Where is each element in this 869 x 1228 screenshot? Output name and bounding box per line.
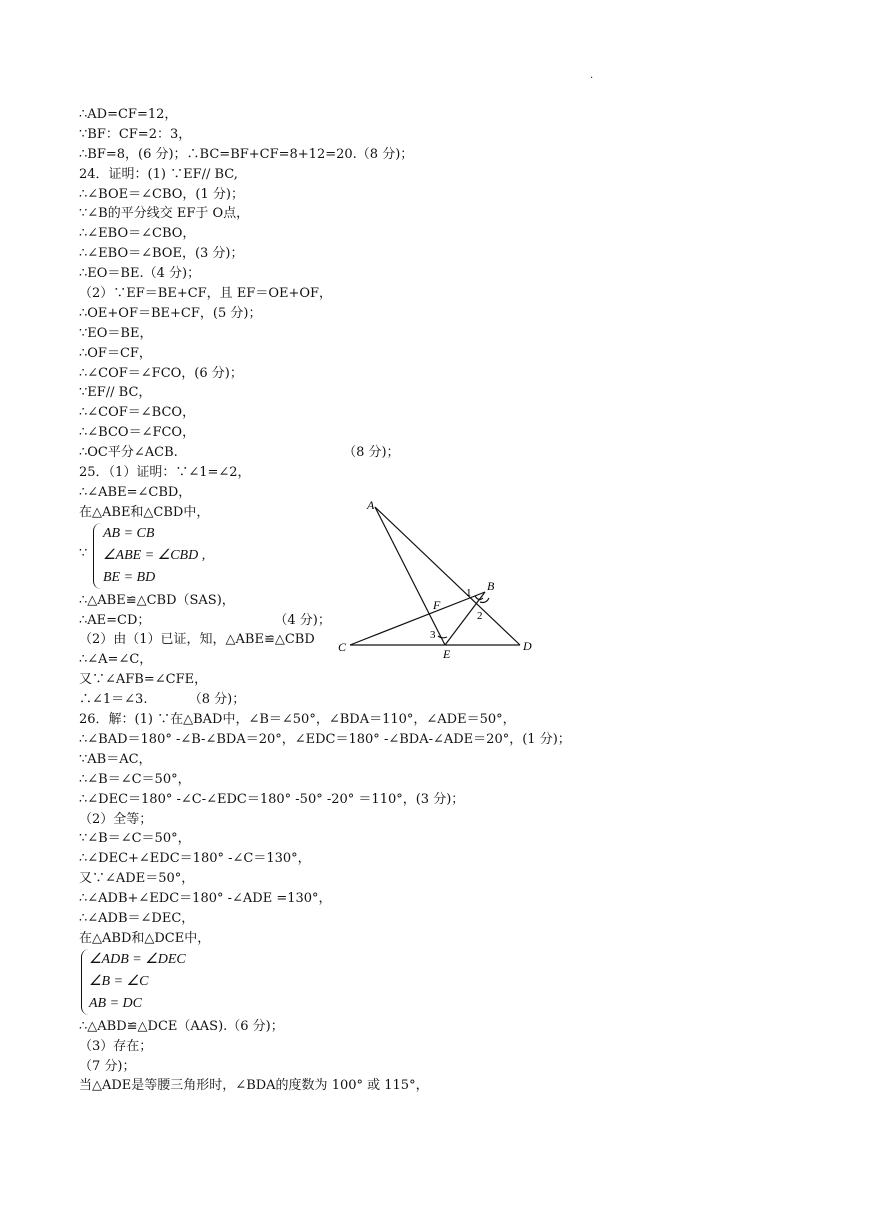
text-line: ∴∠A=∠C， (79, 652, 153, 668)
text-line: 24．证明：(1) ∵EF// BC, (79, 166, 238, 182)
segment-AD (375, 507, 520, 645)
left-brace (93, 523, 102, 589)
header-dot: . (590, 70, 594, 81)
system-row: AB = DC (89, 995, 142, 1011)
text-line: ∴∠1＝∠3. （8 分)； (79, 692, 246, 708)
label-B: B (487, 579, 495, 593)
text-line: 25．（1）证明：∵∠1=∠2， (79, 465, 251, 481)
system-row: ∠ADB = ∠DEC (89, 951, 186, 967)
text-line: ∵∠B的平分线交 EF于 O点， (79, 206, 250, 222)
text-line: （2）由（1）已证，知，△ABE≌△CBD (79, 632, 315, 648)
text-line: 在△ABD和△DCE中， (79, 930, 211, 946)
text-line: ∵EF// BC， (79, 385, 152, 401)
text-line: ∵AB＝AC， (79, 751, 152, 767)
text-line: ∵BF：CF=2：3， (79, 126, 192, 142)
text-line: ∴∠ADB＝∠DEC， (79, 910, 195, 926)
label-F: F (433, 598, 441, 612)
text-line: ∴OE+OF＝BE+CF，(5 分)； (79, 305, 262, 321)
segment-AE (375, 507, 445, 645)
angle-label-2: 2 (477, 610, 483, 622)
text-line: ∴OF＝CF， (79, 345, 152, 361)
text-line: ∴AD=CF=12， (79, 107, 178, 122)
text-line: ∴∠BCO＝∠FCO， (79, 425, 196, 441)
text-line: ∴∠ABE=∠CBD， (79, 484, 192, 500)
text-line: （2）∵EF＝BE+CF，且 EF＝OE+OF， (79, 286, 333, 302)
equation-system-2 (79, 949, 839, 1017)
text-line: ∴∠ADB+∠EDC＝180° -∠ADE =130°， (79, 891, 332, 907)
text-line: ∴∠DEC＝180° -∠C-∠EDC＝180° -50° -20° ＝110°，(3 分)； (79, 791, 465, 807)
text-line: ∴∠B＝∠C＝50°， (79, 771, 191, 787)
text-line: （3）存在； (79, 1038, 153, 1054)
label-D: D (523, 639, 532, 653)
text-line: ∴∠BAD＝180° -∠B-∠BDA＝20°，∠EDC＝180° -∠BDA-∠ADE＝20°，(1 分)； (79, 731, 571, 747)
angle-3-arc (438, 636, 447, 638)
angle-label-1: 1 (466, 587, 472, 599)
geometry-figure (330, 495, 540, 665)
angle-label-3: 3 (430, 629, 436, 641)
solution-part-1 (79, 105, 839, 523)
text-line: 26．解：(1) ∵在△BAD中，∠B＝∠50°，∠BDA＝110°，∠ADE＝50°， (79, 712, 516, 728)
label-C: C (338, 640, 347, 654)
text-line: ∴∠DEC+∠EDC＝180° -∠C＝130°， (79, 851, 311, 867)
text-line: 在△ABE和△CBD中， (79, 504, 210, 520)
text-line: ∴EO＝BE.（4 分)； (79, 266, 201, 282)
text-line: ∴△ABE≌△CBD（SAS)， (79, 592, 235, 608)
system-row: ∠ABE = ∠CBD , (103, 547, 206, 563)
text-line: 又∵∠ADE＝50°， (79, 871, 195, 887)
text-line: （2）全等； (79, 811, 153, 827)
text-line: ∵EO＝BE， (79, 325, 153, 341)
system-row: BE = BD (103, 569, 156, 585)
text-line: ∴∠EBO＝∠CBO， (79, 226, 196, 242)
text-line: ∴∠EBO＝∠BOE，(3 分)； (79, 246, 244, 262)
text-line: ∴AE=CD； （4 分)； (79, 612, 331, 628)
text-line: 又∵∠AFB=∠CFE， (79, 672, 208, 688)
text-line: ∴∠COF＝∠BCO， (79, 405, 196, 421)
text-line: 当△ADE是等腰三角形时，∠BDA的度数为 100° 或 115°， (79, 1078, 429, 1094)
text-line: （7 分)； (79, 1058, 136, 1074)
system-row: ∠B = ∠C (89, 973, 149, 989)
system-row: AB = CB (103, 525, 155, 541)
text-line: ∴△ABD≌△DCE（AAS).（6 分)； (79, 1018, 284, 1034)
text-line: ∴BF=8，(6 分)；∴BC=BF+CF=8+12=20.（8 分)； (79, 146, 414, 162)
text-line: ∴∠BOE＝∠CBO，(1 分)； (79, 186, 244, 202)
text-line: ∴∠COF＝∠FCO，(6 分)； (79, 365, 243, 381)
label-A: A (367, 498, 375, 512)
label-E: E (443, 647, 451, 661)
text-line: ∴OC平分∠ACB. （8 分)； (79, 445, 400, 461)
because-symbol: ∵ (79, 545, 88, 561)
solution-part-3 (79, 1017, 839, 1097)
text-line: ∵∠B＝∠C＝50°， (79, 831, 191, 847)
